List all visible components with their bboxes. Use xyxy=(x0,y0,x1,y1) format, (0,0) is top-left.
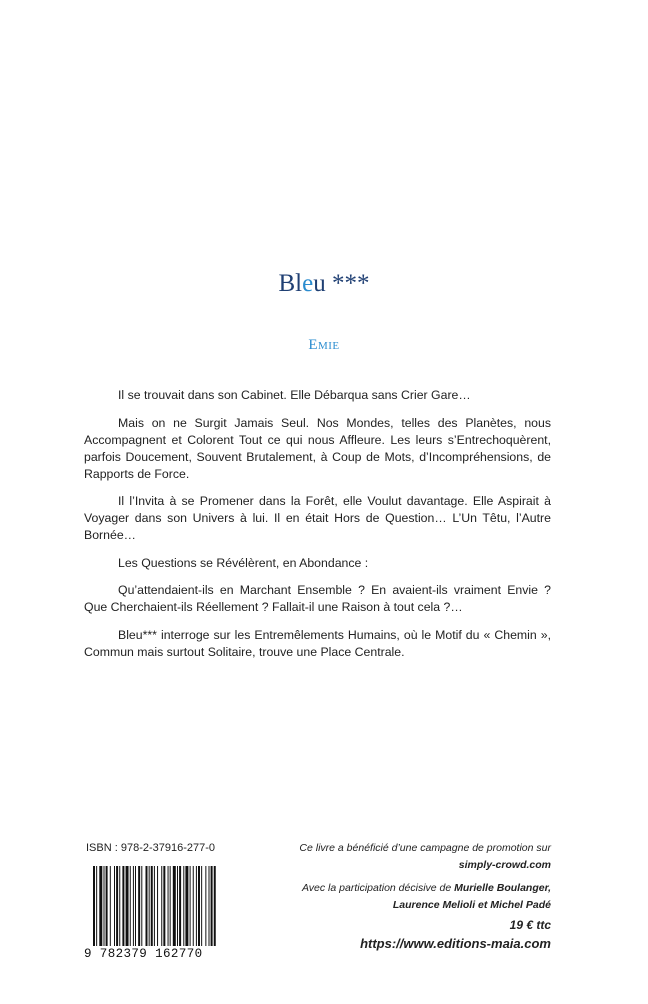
book-title: Bleu *** xyxy=(278,270,370,297)
barcode-bars xyxy=(84,866,225,950)
isbn-label: ISBN : 978-2-37916-277-0 xyxy=(86,842,216,854)
price: 19 € ttc xyxy=(509,918,551,932)
back-cover-blurb xyxy=(84,387,551,671)
promo-names: Laurence Melioli et Michel Padé xyxy=(392,899,551,911)
blurb-paragraph: Il l’Invita à se Promener dans la Forêt, elle Voulut davantage. Elle Aspirait à Voyager dans son Univers à lui. Il en était Hors de Question… L’Un Têtu, l’Autre Bornée… xyxy=(84,494,551,542)
promo-site: simply-crowd.com xyxy=(458,859,551,871)
author-name: Emie xyxy=(308,337,340,353)
promo-line: Ce livre a bénéficié d’une campagne de promotion sur xyxy=(299,842,551,854)
promotion-note xyxy=(251,840,551,914)
barcode-digits: 9 782379 162770 xyxy=(84,947,203,961)
publisher-url[interactable]: https://www.editions-maia.com xyxy=(360,936,551,951)
blurb-paragraph: Il se trouvait dans son Cabinet. Elle Débarqua sans Crier Gare… xyxy=(118,388,471,402)
promo-participation: Avec la participation décisive de Murielle Boulanger, xyxy=(301,882,551,894)
blurb-paragraph: Mais on ne Surgit Jamais Seul. Nos Mondes, telles des Planètes, nous Accompagnent et Colorent Tout ce qui nous Affleure. Les leurs s’Entrechoquèrent, parfois Doucement, Souvent Brutalement, à Coup de Mots, d’Incompréhensions, de Rapports de Force. xyxy=(84,415,551,481)
blurb-paragraph: Bleu*** interroge sur les Entremêlements Humains, où le Motif du « Chemin », Commun mais surtout Solitaire, trouve une Place Centrale. xyxy=(84,627,551,659)
blurb-paragraph: Les Questions se Révélèrent, en Abondance : xyxy=(118,555,369,570)
blurb-paragraph: Qu’attendaient-ils en Marchant Ensemble ? En avaient-ils vraiment Envie ? Que Cherchaient-ils Réellement ? Fallait-il une Raison à tout cela ?… xyxy=(84,583,551,614)
